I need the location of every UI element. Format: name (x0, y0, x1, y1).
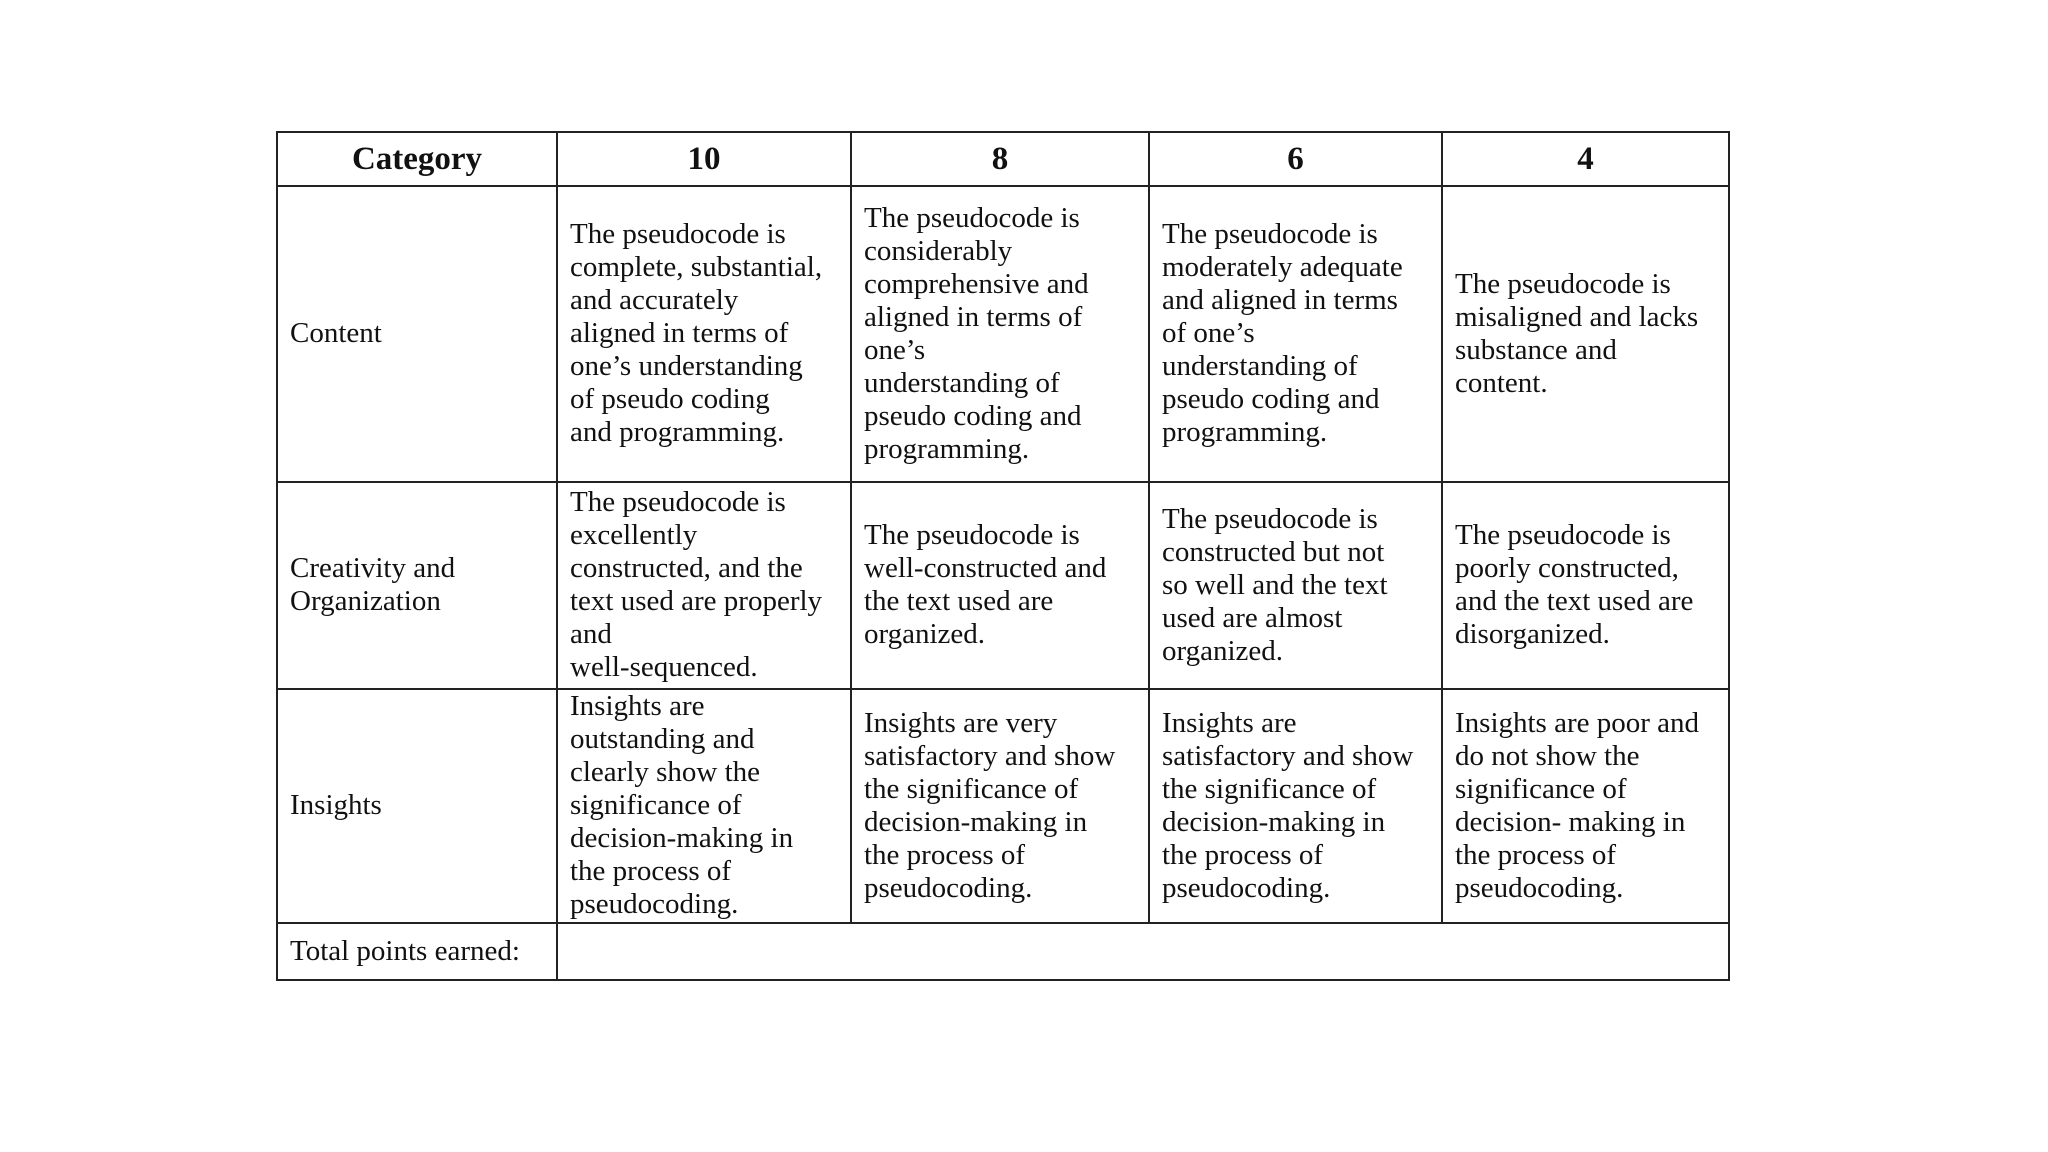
rubric-row-content (277, 186, 1729, 481)
criterion-text: The pseudocode is complete, substantial, and accurately aligned in terms of one’s understanding of pseudo coding and programming. (570, 218, 823, 449)
criterion-cell-6 (1149, 689, 1442, 923)
header-score-10: 10 (557, 132, 851, 186)
header-row (277, 132, 1729, 186)
criterion-text: Insights are outstanding and clearly show the significance of decision-making in the process of pseudocoding. (570, 690, 794, 921)
criterion-text: Insights are very satisfactory and show the significance of decision-making in the process of pseudocoding. (864, 706, 1116, 904)
category-label (277, 186, 557, 481)
criterion-text: Insights are poor and do not show the significance of decision- making in the process of pseudocoding. (1455, 706, 1700, 904)
criterion-cell-10 (557, 689, 851, 923)
criterion-cell-4 (1442, 689, 1729, 923)
rubric-row-creativity (277, 482, 1729, 689)
criterion-text: The pseudocode is constructed but not so well and the text used are almost organized. (1162, 502, 1388, 667)
criterion-cell-6 (1149, 482, 1442, 689)
header-score-8: 8 (851, 132, 1149, 186)
criterion-cell-10 (557, 482, 851, 689)
criterion-cell-8 (851, 186, 1149, 481)
criterion-cell-10 (557, 186, 851, 481)
criterion-text: Insights are satisfactory and show the significance of decision-making in the process of pseudocoding. (1162, 706, 1414, 904)
criterion-text: The pseudocode is moderately adequate and aligned in terms of one’s understanding of pseudo coding and programming. (1162, 218, 1403, 449)
category-text: Insights (290, 789, 382, 822)
category-label (277, 482, 557, 689)
header-score-6: 6 (1149, 132, 1442, 186)
category-text: Content (290, 317, 382, 350)
criterion-text: The pseudocode is excellently constructed, and the text used are properly and well-sequenced. (570, 486, 823, 684)
criterion-cell-6 (1149, 186, 1442, 481)
total-label: Total points earned: (277, 923, 557, 980)
criterion-text: The pseudocode is misaligned and lacks substance and content. (1455, 267, 1699, 399)
total-value-cell[interactable] (557, 923, 1729, 980)
rubric-row-insights (277, 689, 1729, 923)
criterion-text: The pseudocode is poorly constructed, and the text used are disorganized. (1455, 519, 1694, 651)
criterion-cell-8 (851, 689, 1149, 923)
category-text: Creativity and Organization (290, 552, 456, 618)
criterion-cell-4 (1442, 186, 1729, 481)
criterion-text: The pseudocode is considerably comprehensive and aligned in terms of one’s understanding of pseudo coding and programming. (864, 201, 1089, 465)
category-label (277, 689, 557, 923)
rubric-table (276, 131, 1730, 981)
criterion-text: The pseudocode is well-constructed and the text used are organized. (864, 519, 1107, 651)
header-category: Category (277, 132, 557, 186)
criterion-cell-4 (1442, 482, 1729, 689)
criterion-cell-8 (851, 482, 1149, 689)
header-score-4: 4 (1442, 132, 1729, 186)
total-row (277, 923, 1729, 980)
